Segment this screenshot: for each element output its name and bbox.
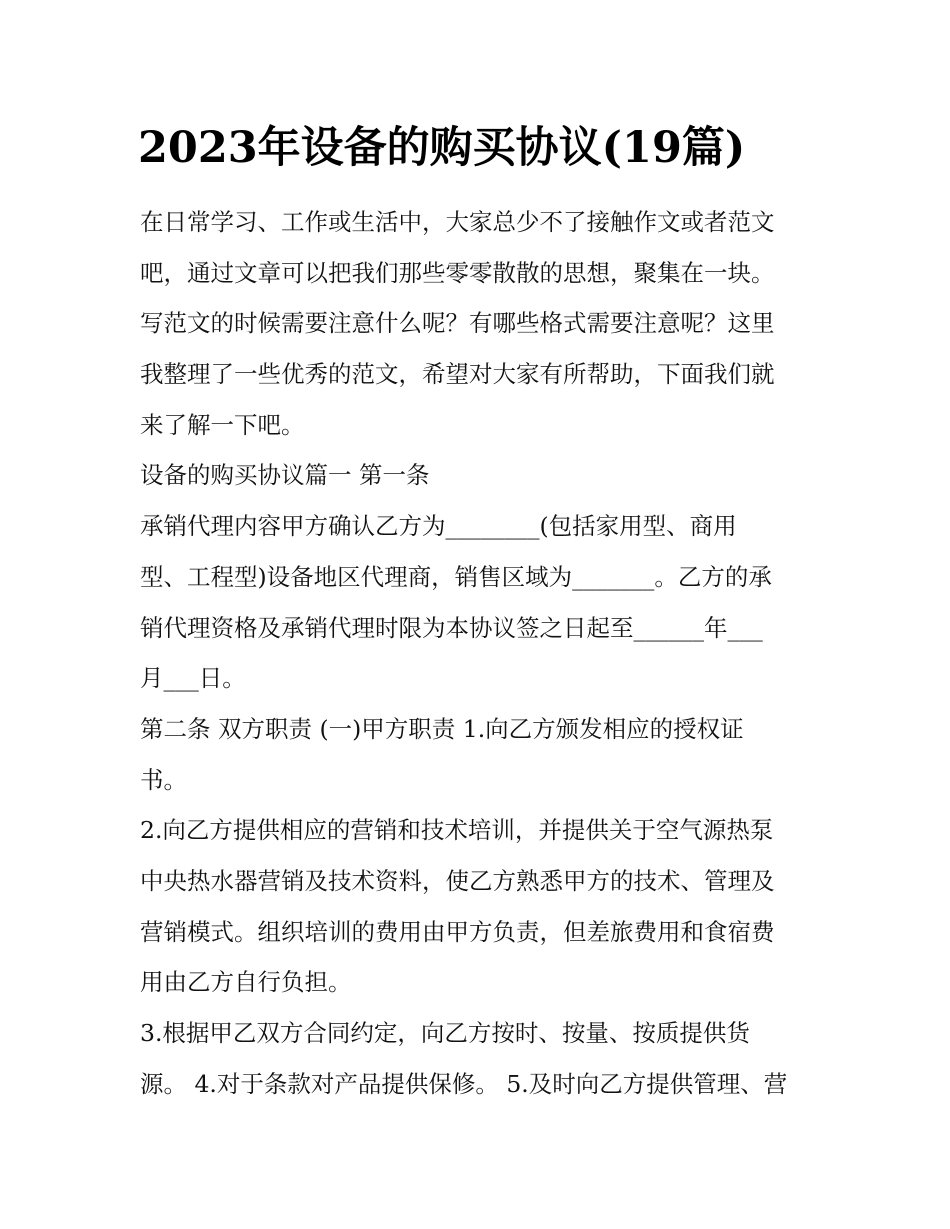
text-line: 承销代理内容甲方确认乙方为________(包括家用型、商用 (140, 512, 737, 541)
text-line: 来了解一下吧。 (140, 410, 305, 439)
document-body (140, 197, 820, 1109)
text-line: 销代理资格及承销代理时限为本协议签之日起至______年___ (140, 613, 763, 642)
text-line: 书。 (140, 765, 187, 794)
text-line: 营销模式。组织培训的费用由甲方负责，但差旅费用和食宿费 (140, 917, 775, 946)
text-line: 中央热水器营销及技术资料，使乙方熟悉甲方的技术、管理及 (140, 866, 775, 895)
text-line: 我整理了一些优秀的范文，希望对大家有所帮助，下面我们就 (140, 360, 775, 389)
document-title: 2023年设备的购买协议(19篇) (138, 123, 746, 173)
text-line: 月___日。 (140, 664, 246, 693)
text-line: 吧，通过文章可以把我们那些零零散散的思想，聚集在一块。 (140, 258, 775, 287)
text-line: 在日常学习、工作或生活中，大家总少不了接触作文或者范文 (140, 208, 775, 236)
section-heading: 设备的购买协议篇一 第一条 (140, 461, 430, 490)
text-line: 2.向乙方提供相应的营销和技术培训，并提供关于空气源热泵 (140, 816, 774, 845)
text-line: 写范文的时候需要注意什么呢？有哪些格式需要注意呢？这里 (140, 309, 775, 338)
text-line: 型、工程型)设备地区代理商，销售区域为_______。乙方的承 (140, 562, 772, 591)
text-line: 源。 4.对于条款对产品提供保修。 5.及时向乙方提供管理、营 (140, 1069, 788, 1098)
text-line: 3.根据甲乙双方合同约定，向乙方按时、按量、按质提供货 (140, 1019, 750, 1047)
text-line: 用由乙方自行负担。 (140, 968, 352, 997)
text-line: 第二条 双方职责 (一)甲方职责 1.向乙方颁发相应的授权证 (140, 714, 744, 743)
